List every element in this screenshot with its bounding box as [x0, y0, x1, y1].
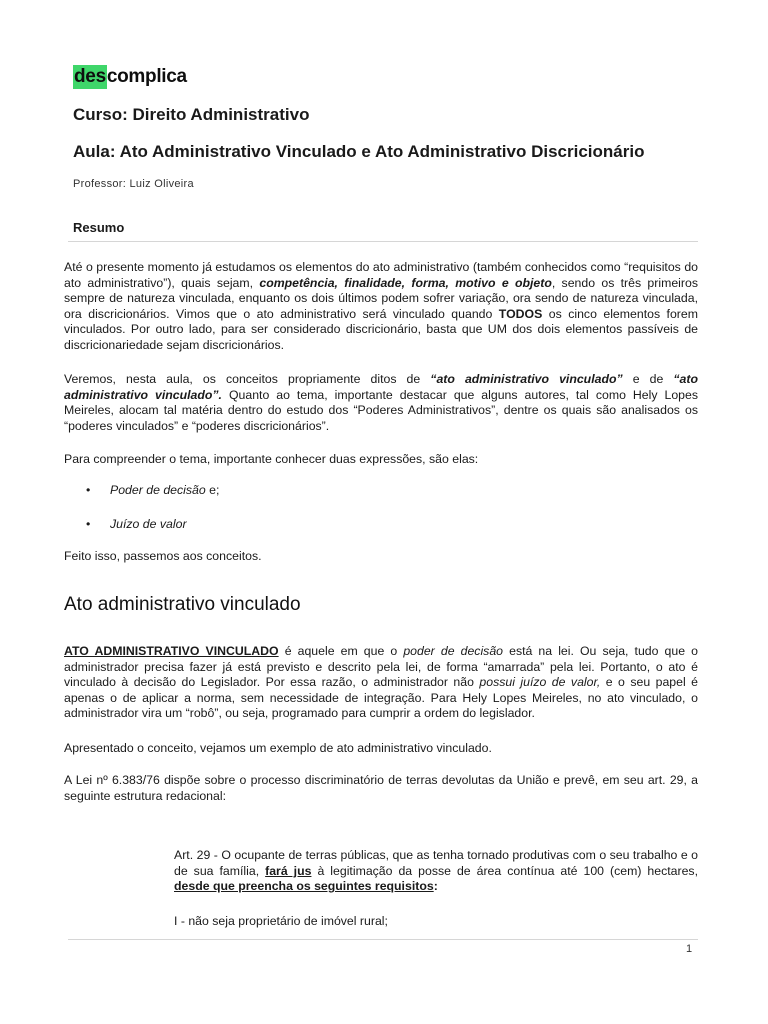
q1-colon: :	[433, 879, 438, 894]
list-item	[64, 482, 698, 516]
paragraph-law-reference: A Lei nº 6.383/76 dispõe sobre o processo discriminatório de terras devolutas da União e prevê, em seu art. 29, a seguinte estrutura redacional:	[64, 773, 698, 803]
q1-text-a: Art. 29 - O ocupante de terras públicas, que as tenha tornado produtivas com o seu trabalho e o de sua família,	[174, 848, 698, 878]
footer-divider	[68, 939, 698, 940]
p1-todos: TODOS	[498, 306, 543, 321]
q1-fara-jus: fará jus	[265, 863, 312, 878]
bullet-suffix: e;	[205, 483, 220, 497]
professor-name: Professor: Luiz Oliveira	[73, 178, 194, 190]
p1-text-c: , sendo os três primeiros sempre de natureza vinculada, enquanto os dois últimos podem sofrer variação, ora sendo de natureza vinculada, ora discricionários. Vimos que o ato administrativo será vinculado quando	[64, 275, 698, 321]
p1-elements-list: competência, finalidade, forma, motivo e objeto	[259, 275, 552, 290]
section-heading: Ato administrativo vinculado	[64, 594, 301, 615]
p2-text-e: Quanto ao tema, importante destacar que alguns autores, tal como Hely Lopes Meireles, alocam tal matéria dentro do estudo dos “Poderes Administrativos”, dentre os quais são analisados os “poderes vinculados” e “poderes discricionários”.	[64, 387, 698, 433]
summary-heading: Resumo	[73, 220, 125, 235]
p2-text-a: Veremos, nesta aula, os conceitos propriamente ditos de	[64, 372, 431, 386]
p5-poder-decisao: poder de decisão	[403, 644, 504, 658]
q1-requirements: desde que preencha os seguintes requisitos	[174, 879, 434, 894]
descomplica-logo	[73, 66, 187, 88]
bullet-icon: •	[86, 483, 91, 497]
course-title: Curso: Direito Administrativo	[73, 105, 310, 124]
paragraph-definition	[64, 644, 698, 722]
paragraph-concepts	[64, 372, 698, 434]
bullet-icon: •	[86, 517, 91, 531]
paragraph-example-intro: Apresentado o conceito, vejamos um exemplo de ato administrativo vinculado.	[64, 741, 492, 755]
p5-text-f: e o seu papel é apenas o de aplicar a norma, sem necessidade de integração. Para Hely Lopes Meireles, no ato vinculado, o administrador vira um “robô”, ou seja, programado para cumprir a ordem do legislador.	[64, 675, 698, 721]
p5-juizo-valor: possui juízo de valor,	[479, 675, 601, 690]
paragraph-elements	[64, 260, 698, 354]
p5-text-b: é aquele em que o	[278, 644, 404, 658]
p5-term: ATO ADMINISTRATIVO VINCULADO	[64, 644, 279, 658]
logo-text: complica	[106, 66, 187, 87]
bullet-text: Juízo de valor	[110, 517, 187, 531]
p2-text-c: e de	[622, 372, 674, 386]
paragraph-transition: Feito isso, passemos aos conceitos.	[64, 549, 262, 563]
p1-text-e: os cinco elementos forem vinculados. Por outro lado, para ser considerado discricionário, basta que UM dos dois elementos passíveis de discricionariedade sejam discricionários.	[64, 306, 698, 352]
header-divider	[68, 241, 698, 242]
law-quote-item: I - não seja proprietário de imóvel rural;	[174, 914, 388, 928]
expressions-list	[64, 482, 698, 550]
law-quote-article	[174, 848, 698, 895]
p1-text-a: Até o presente momento já estudamos os elementos do ato administrativo (também conhecidos como “requisitos do ato administrativo”), quais sejam,	[64, 260, 698, 290]
p2-term-2: “ato administrativo vinculado”.	[64, 372, 698, 402]
p5-text-d: está na lei. Ou seja, tudo que o administrador precisa fazer já está previsto e descrito pela lei, de forma “amarrada” pela lei. Portanto, o ato é vinculado à decisão do Legislador. Por essa razão, o administrador não	[64, 644, 698, 690]
q1-text-c: à legitimação da posse de área contínua até 100 (cem) hectares,	[311, 863, 698, 878]
list-item	[64, 516, 698, 550]
page-number: 1	[686, 943, 693, 955]
bullet-text: Poder de decisão	[110, 483, 206, 497]
logo-highlight: des	[74, 66, 106, 87]
p2-term-1: “ato administrativo vinculado”	[430, 372, 623, 386]
paragraph-expressions: Para compreender o tema, importante conhecer duas expressões, são elas:	[64, 452, 479, 466]
lesson-title: Aula: Ato Administrativo Vinculado e Ato Administrativo Discricionário	[73, 142, 645, 161]
